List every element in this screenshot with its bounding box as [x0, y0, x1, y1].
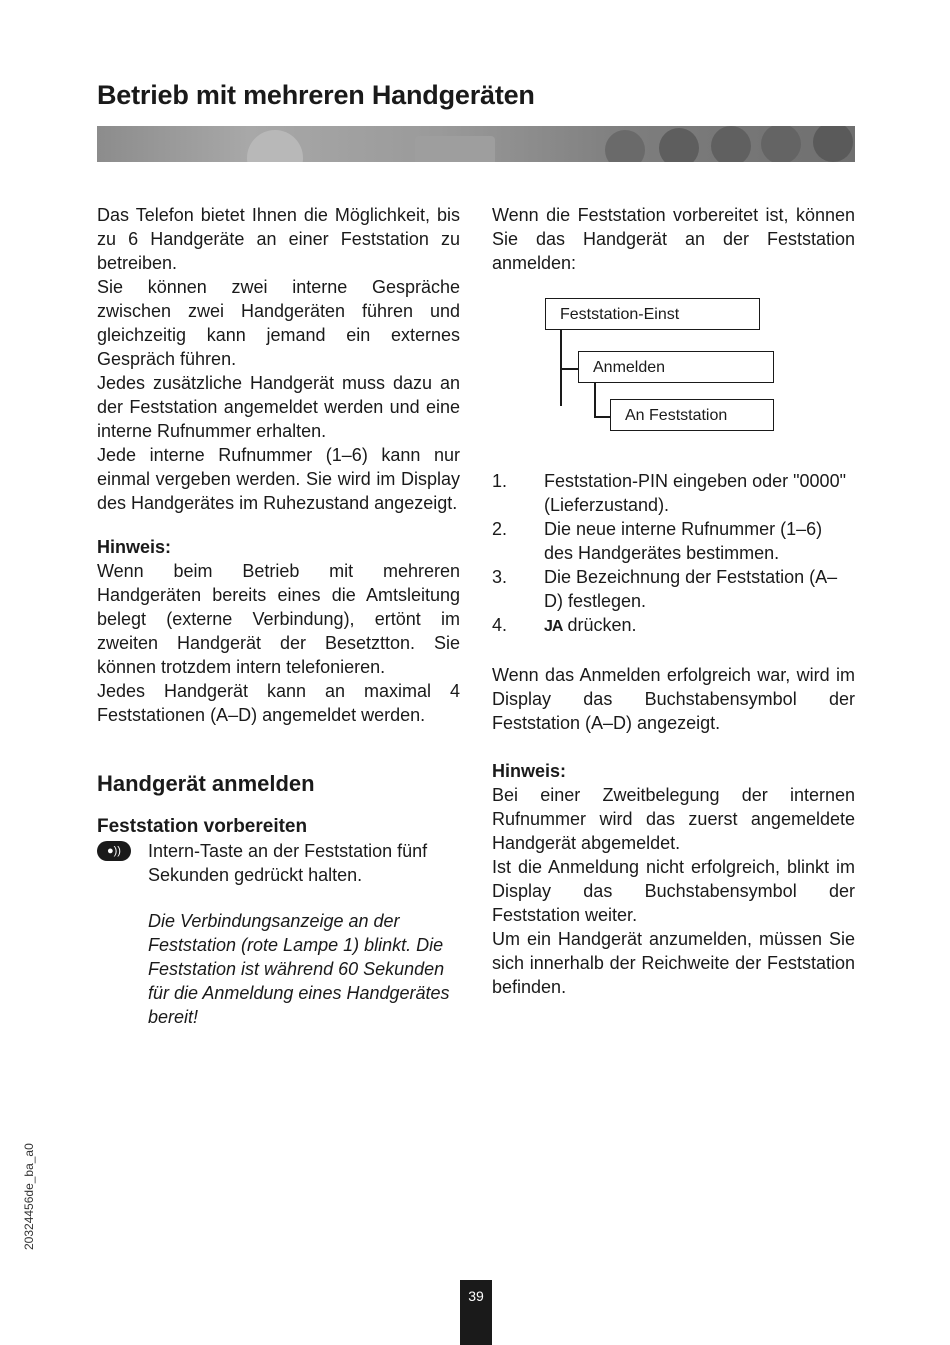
handset-button-shape	[247, 130, 303, 162]
menu-connector-line	[594, 416, 610, 418]
section-heading: Handgerät anmelden	[97, 771, 315, 796]
document-code: 20324456de_ba_a0	[22, 1143, 36, 1250]
paragraph: Jede interne Rufnummer (1–6) kann nur einmal vergeben werden. Sie wird im Display des Handgerätes im Ruhezustand angezeigt.	[97, 445, 460, 513]
step-italic-note: Die Verbindungsanzeige an der Feststation (rote Lampe 1) blinkt. Die Feststation ist während 60 Sekunden für die Anmeldung eines Handgerätes bereit!	[148, 911, 450, 1027]
result-paragraph: Wenn das Anmelden erfolgreich war, wird im Display das Buchstabensymbol der Feststation (A–D) angezeigt.	[492, 665, 855, 733]
paragraph: Das Telefon bietet Ihnen die Möglichkeit, bis zu 6 Handgeräte an einer Feststation zu betreiben.	[97, 205, 460, 273]
menu-box-anmelden: Anmelden	[578, 351, 774, 383]
header-photo-banner	[97, 126, 855, 162]
handset-display-shape	[415, 136, 495, 162]
intro-paragraph: Wenn die Feststation vorbereitet ist, können Sie das Handgerät an der Feststation anmelden:	[492, 205, 855, 273]
menu-box-an-feststation: An Feststation	[610, 399, 774, 431]
intern-key-icon: ●))	[97, 841, 131, 861]
ja-key-icon: JA	[544, 618, 563, 635]
key-shape	[605, 130, 645, 162]
menu-connector-line	[594, 383, 596, 417]
note-heading: Hinweis:	[97, 537, 172, 557]
note-paragraph: Ist die Anmeldung nicht erfolgreich, blinkt im Display das Buchstabensymbol der Feststation weiter.	[492, 857, 855, 925]
menu-box-feststation-einst: Feststation-Einst	[545, 298, 760, 330]
list-item	[492, 565, 855, 613]
list-item	[492, 613, 855, 639]
paragraph: Jedes zusätzliche Handgerät muss dazu an der Feststation angemeldet werden und eine interne Rufnummer erhalten.	[97, 373, 460, 441]
key-shape	[711, 126, 751, 162]
key-shape	[659, 128, 699, 162]
key-shape	[761, 126, 801, 162]
step-text: Intern-Taste an der Feststation fünf Sekunden gedrückt halten.	[148, 841, 428, 885]
list-item	[492, 517, 855, 565]
step-number: 2.	[492, 519, 508, 539]
step-number: 1.	[492, 471, 508, 491]
paragraph: Sie können zwei interne Gespräche zwischen zwei Handgeräten führen und gleichzeitig kann jemand ein externes Gespräch führen.	[97, 277, 460, 369]
step-text: Feststation-PIN eingeben oder "0000" (Lieferzustand).	[544, 471, 846, 515]
note-paragraph: Bei einer Zweitbelegung der internen Rufnummer wird das zuerst angemeldete Handgerät abgemeldet.	[492, 785, 855, 853]
step-number: 3.	[492, 567, 508, 587]
steps-list	[492, 469, 855, 639]
sub-heading: Feststation vorbereiten	[97, 816, 308, 837]
page-number: 39	[460, 1280, 492, 1345]
menu-connector-line	[560, 368, 578, 370]
step-text: Die Bezeichnung der Feststation (A–D) festlegen.	[544, 567, 838, 611]
step-number: 4.	[492, 615, 508, 635]
right-column-lower	[492, 443, 855, 999]
step-text: Die neue interne Rufnummer (1–6) des Handgerätes bestimmen.	[544, 519, 823, 563]
left-column	[97, 203, 460, 1029]
note-paragraph: Um ein Handgerät anzumelden, müssen Sie sich innerhalb der Reichweite der Feststation befinden.	[492, 929, 855, 997]
note-paragraph: Wenn beim Betrieb mit mehreren Handgeräten bereits eines die Amtsleitung belegt (externe Verbindung), ertönt im zweiten Handgerät der Besetztton. Sie können trotzdem intern telefonieren.	[97, 561, 460, 677]
page-title: Betrieb mit mehreren Handgeräten	[97, 80, 535, 110]
instruction-step	[97, 839, 460, 1029]
step-text: drücken.	[567, 615, 637, 635]
list-item	[492, 469, 855, 517]
key-shape	[813, 126, 853, 162]
note-paragraph: Jedes Handgerät kann an maximal 4 Feststationen (A–D) angemeldet werden.	[97, 681, 460, 725]
note-heading: Hinweis:	[492, 761, 567, 781]
